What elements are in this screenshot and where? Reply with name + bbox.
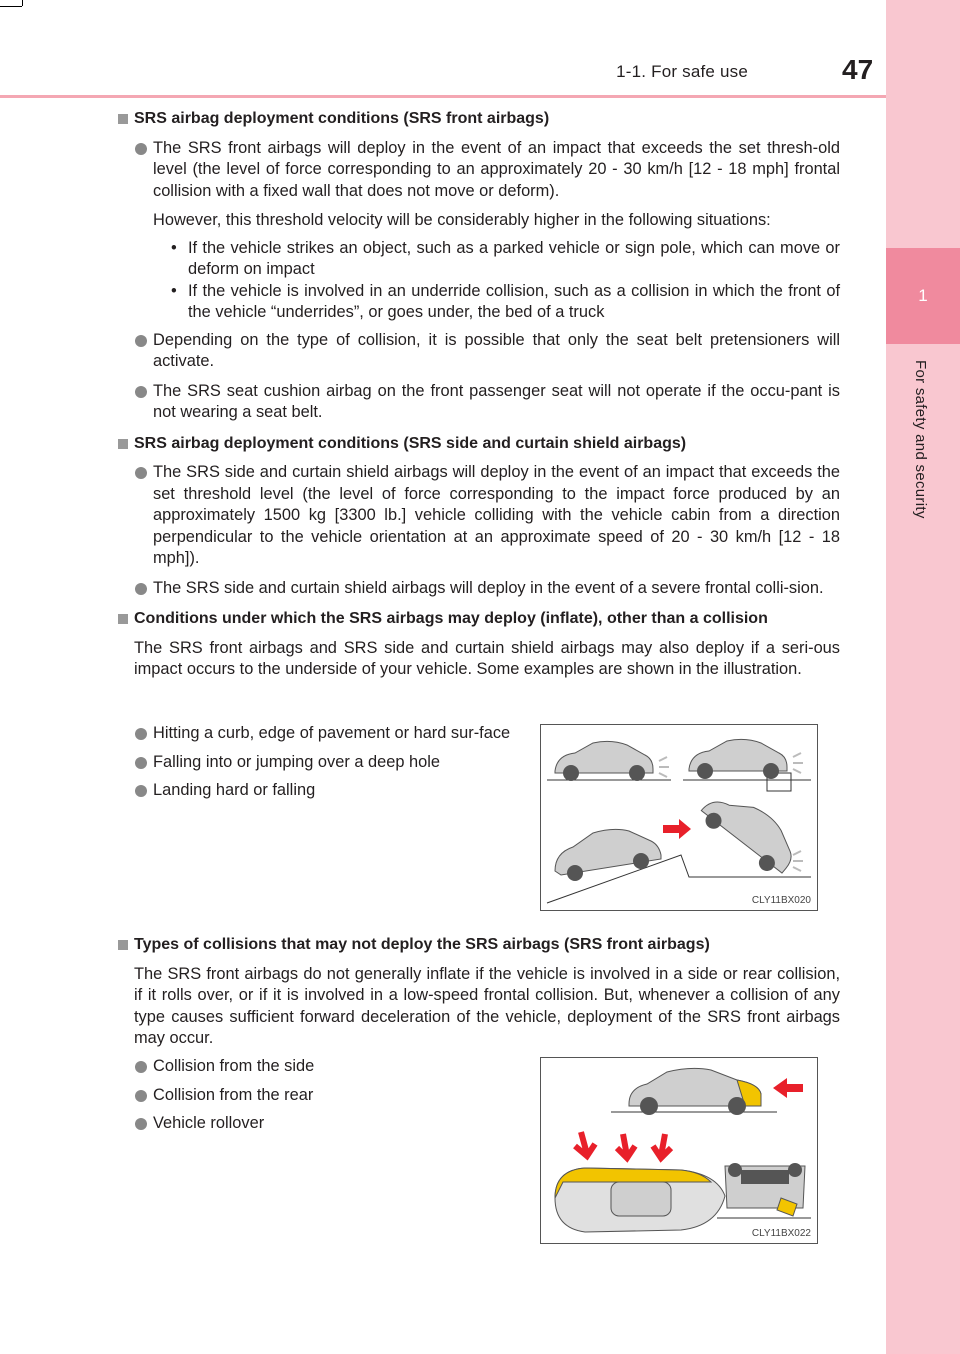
header-rule [0, 95, 886, 98]
figure-code: CLY11BX020 [751, 895, 811, 906]
bullet-item: Collision from the side [134, 1056, 524, 1078]
square-bullet-icon [118, 940, 128, 950]
circle-bullet-icon [135, 467, 147, 479]
circle-bullet-icon [135, 143, 147, 155]
section-4-content [118, 934, 840, 1058]
page-number: 47 [842, 54, 874, 85]
section-heading: Conditions under which the SRS airbags may deploy (inflate), other than a collision [118, 608, 840, 630]
sub-item: • If the vehicle strikes an object, such as a parked vehicle or sign pole, which can move or deform on impact [171, 238, 840, 278]
paragraph: The SRS front airbags do not generally inflate if the vehicle is involved in a side or rear collision, if it rolls over, or if it is involved in a low-speed frontal collision. But, whenever a collision of any type causes sufficient forward deceleration of the vehicle, deployment of the SRS front airbags may occur. [134, 964, 840, 1047]
vehicle-impacts-drawing [541, 725, 817, 910]
non-deploy-examples-list [134, 1056, 524, 1142]
circle-bullet-icon [135, 1090, 147, 1102]
bullet-item: Collision from the rear [134, 1085, 524, 1107]
rollover-car-icon [717, 1163, 811, 1218]
chapter-side-tab [886, 0, 960, 1354]
section-heading: SRS airbag deployment conditions (SRS front airbags) [118, 108, 840, 130]
chapter-number: 1 [886, 248, 960, 344]
circle-bullet-icon [135, 386, 147, 398]
bullet-item: The SRS side and curtain shield airbags will deploy in the event of an impact that exceeds the set threshold level (the level of force corresponding to the impact force produced by an approximately 1500 kg [3300 lb.] vehicle colliding with the vehicle cabin from a direction perpendicular to the vehicle orientation at an approximate speed of 20 - 30 km/h [12 - 18 mph]). [134, 462, 840, 570]
circle-bullet-icon [135, 335, 147, 347]
bullet-item: Hitting a curb, edge of pavement or hard sur-face [134, 723, 524, 745]
square-bullet-icon [118, 439, 128, 449]
paragraph: However, this threshold velocity will be considerably higher in the following situations: [153, 211, 771, 229]
bullet-item: The SRS seat cushion airbag on the front passenger seat will not operate if the occu-pant is not wearing a seat belt. [134, 381, 840, 424]
car-pavement-icon [683, 739, 811, 791]
section-heading: Types of collisions that may not deploy the SRS airbags (SRS front airbags) [118, 934, 840, 956]
square-bullet-icon [118, 114, 128, 124]
red-arrow-icon [773, 1078, 803, 1098]
square-bullet-icon [118, 614, 128, 624]
bullet-item: The SRS side and curtain shield airbags will deploy in the event of a severe frontal colli-sion. [134, 578, 840, 600]
main-content [118, 108, 840, 689]
figure-code: CLY11BX022 [751, 1228, 811, 1239]
bullet-item: Vehicle rollover [134, 1113, 524, 1135]
side-collision-car-icon [555, 1130, 725, 1232]
paragraph: The SRS front airbags and SRS side and curtain shield airbags may also deploy if a seri-ous impact occurs to the underside of your vehicle. Some examples are shown in the illustration. [134, 638, 840, 678]
rear-collision-car-icon [611, 1068, 803, 1115]
section-heading: SRS airbag deployment conditions (SRS side and curtain shield airbags) [118, 433, 840, 455]
circle-bullet-icon [135, 757, 147, 769]
car-falling-icon [696, 781, 804, 883]
car-curb-icon [547, 741, 671, 781]
circle-bullet-icon [135, 583, 147, 595]
sub-item: • If the vehicle is involved in an underride collision, such as a collision in which the front of the vehicle “underrides”, or goes under, the bed of a truck [171, 281, 840, 321]
circle-bullet-icon [135, 785, 147, 797]
deploy-examples-list [134, 723, 524, 809]
bullet-item: Depending on the type of collision, it is possible that only the seat belt pretensioners will activate. [134, 330, 840, 373]
red-arrow-icon [663, 819, 691, 839]
collision-types-drawing [541, 1058, 817, 1243]
circle-bullet-icon [135, 1118, 147, 1130]
section-title: 1-1. For safe use [616, 62, 748, 81]
page-header [0, 0, 886, 100]
chapter-label: For safety and security [912, 360, 929, 519]
bullet-item: The SRS front airbags will deploy in the event of an impact that exceeds the set thresh-old level (the level of force corresponding to an approximately 20 - 30 km/h [12 - 18 mph] frontal collision with a fixed wall that does not move or deform). [134, 138, 840, 203]
bullet-item: Landing hard or falling [134, 780, 524, 802]
circle-bullet-icon [135, 728, 147, 740]
non-deploy-collisions-illustration [540, 1057, 818, 1244]
circle-bullet-icon [135, 1061, 147, 1073]
bullet-item: Falling into or jumping over a deep hole [134, 752, 524, 774]
deploy-conditions-illustration [540, 724, 818, 911]
